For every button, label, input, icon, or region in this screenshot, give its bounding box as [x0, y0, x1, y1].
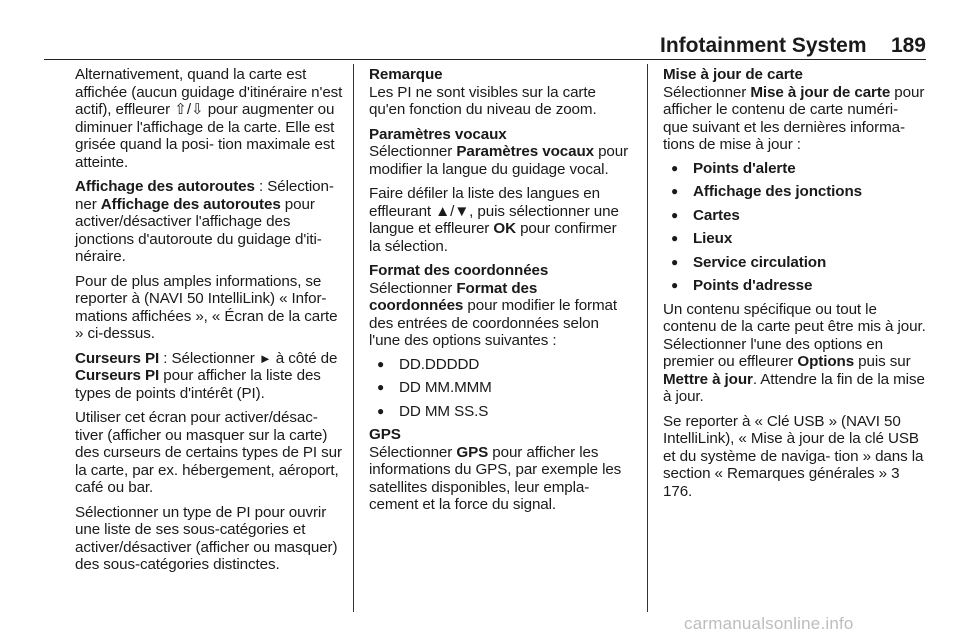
list-item: ● Points d'adresse [663, 277, 927, 295]
coord-format-list [369, 356, 631, 421]
term: Affichage des autoroutes [75, 178, 255, 195]
list-item: ● Points d'alerte [663, 160, 927, 178]
map-update-list [663, 160, 927, 295]
paragraph [369, 444, 631, 514]
term: Affichage des autoroutes [100, 195, 281, 213]
text: à côté de [271, 349, 338, 367]
page-reference-icon: 3 [891, 465, 900, 482]
paragraph [75, 350, 343, 403]
column-divider [647, 64, 648, 612]
term: Mettre à jour [663, 370, 753, 388]
list-item: ● Service circulation [663, 254, 927, 272]
text: pour activer/désactiver l'affichage des jonctions d'autoroute du guidage d'iti‐ néraire. [75, 195, 322, 265]
page-reference: 176. [663, 482, 693, 500]
text: Se reporter à « Clé USB » (NAVI 50 IntelliLink), « Mise à jour de la clé USB et du système de naviga‐ tion » dans la section « Remarques générales » [663, 412, 924, 482]
header-divider [44, 59, 926, 60]
term: Mise à jour de carte [750, 83, 891, 101]
list-item: ● Lieux [663, 230, 927, 248]
text: Sélectionner [663, 83, 751, 101]
section-heading: Paramètres vocaux [369, 125, 507, 143]
paragraph: Sélectionner un type de PI pour ouvrir une liste de ses sous-catégories et activer/désactiver (afficher ou masquer) des sous-catégories distinctes. [75, 503, 338, 573]
list-item: ● DD.DDDDD [369, 356, 631, 374]
text: pour confirmer la sélection. [369, 220, 617, 255]
text: pour afficher la liste des types de points d'intérêt (PI). [75, 367, 321, 402]
list-item: ● Affichage des jonctions [663, 183, 927, 201]
page-number: 189 [890, 34, 926, 57]
term: GPS [456, 443, 489, 461]
paragraph [663, 413, 927, 501]
term: Format des coordonnées [369, 279, 538, 314]
text: Sélectionner [369, 279, 457, 297]
column-1 [75, 66, 343, 581]
section-heading: Format des coordonnées [369, 262, 549, 279]
paragraph [75, 178, 343, 266]
term: Curseurs PI [75, 349, 160, 367]
text: Sélectionner [369, 443, 457, 461]
list-item: ● DD MM.MMM [369, 379, 631, 397]
text: puis sur [854, 353, 911, 370]
paragraph: Utiliser cet écran pour activer/désac‐ tiver (afficher ou masquer sur la carte) des curseurs de certains types de PI sur la carte, par ex. hébergement, aéroport, café ou bar. [75, 409, 342, 496]
text: pour afficher les informations du GPS, par exemple les satellites disponibles, leur empla‐ cement et la force du signal. [369, 443, 622, 513]
text: Un contenu spécifique ou tout le contenu de la carte peut être mis à jour. Sélectionner l'une des options en premier ou effleurer [663, 300, 926, 370]
text: : Sélection‐ ner [75, 178, 334, 213]
text: pour afficher le contenu de carte numéri‐ que suivant et les dernières informa‐ tions de mise à jour : [663, 83, 925, 153]
paragraph [369, 143, 631, 178]
section-heading: Mise à jour de carte [663, 66, 803, 83]
page-title: Infotainment System [660, 34, 867, 57]
column-3 [663, 66, 927, 507]
text: Faire défiler la liste des langues en effleurant ▲/▼, puis sélectionner une langue et effleurer [369, 185, 619, 237]
watermark: carmanualsonline.info [684, 614, 854, 633]
term: Paramètres vocaux [456, 143, 594, 160]
remark-heading: Remarque [369, 66, 443, 83]
term: Options [797, 353, 855, 370]
text: pour modifier le format des entrées de coordonnées selon l'une des options suivantes : [369, 297, 618, 349]
paragraph [369, 280, 631, 350]
text: : Sélectionner [159, 349, 259, 367]
page-header [660, 26, 926, 58]
column-divider [353, 64, 354, 612]
paragraph [663, 84, 927, 154]
section-heading: GPS [369, 426, 401, 443]
term: Curseurs PI [75, 367, 160, 384]
column-2 [369, 66, 631, 521]
list-item: ● DD MM SS.S [369, 403, 631, 421]
term: OK [493, 220, 516, 237]
text: . Attendre la fin de la mise à jour. [663, 370, 925, 405]
paragraph: Pour de plus amples informations, se reporter à (NAVI 50 IntelliLink) « Infor‐ mations affichées », « Écran de la carte » ci-dessus. [75, 272, 338, 342]
paragraph [369, 185, 631, 255]
paragraph [663, 301, 927, 406]
text: Sélectionner [369, 143, 457, 160]
paragraph: Alternativement, quand la carte est affichée (aucun guidage d'itinéraire n'est actif), effleurer ⇧/⇩ pour augmenter ou diminuer l'affichage de la carte. Elle est grisée quand la posi‐ tion maximale est atteinte. [75, 66, 343, 171]
remark-text: Les PI ne sont visibles sur la carte qu'en fonction du niveau de zoom. [369, 83, 597, 118]
text: pour modifier la langue du guidage vocal. [369, 143, 629, 178]
list-item: ● Cartes [663, 207, 927, 225]
arrow-right-icon: ► [258, 350, 272, 366]
